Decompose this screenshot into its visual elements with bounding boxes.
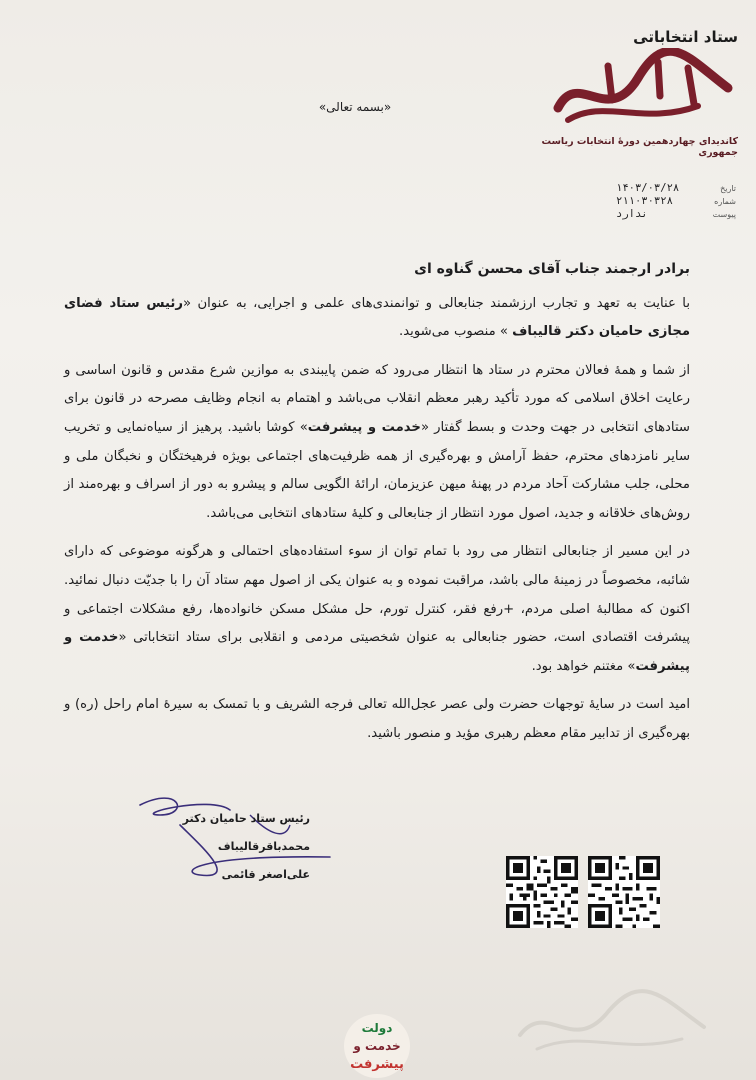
logo-line-2: خدمت و xyxy=(353,1039,401,1053)
attachment-label: پیوست xyxy=(712,210,736,219)
candidate-logo xyxy=(548,48,738,134)
candidate-caption: کاندیدای چهاردهمین دورهٔ انتخابات ریاست جمهوری xyxy=(541,136,738,158)
embossed-seal xyxy=(512,985,712,1065)
p2-text-b: » کوشا باشید. پرهیز از سیاه‌نمایی و تخریب سایر نامزدهای محترم، حفظ آرامش و بهره‌گیری از همه ظرفیت‌های اجتماعی بویژه فرهیختگان و نخبگان ملی و محلی، جلب مشارکت آحاد مردم در پهنهٔ میهن عزیزمان، ارائهٔ الگویی سالم و پیشرو به دور از اسراف و بهره‌مند از روش‌های خلاقانه و جدید، اصول مورد انتظار از جنابعالی و کلیهٔ ستادهای انتخابی می‌باشد. xyxy=(64,419,690,521)
attachment-value: ندارد xyxy=(616,208,648,220)
emboss-text: محمدباقر قالیباف xyxy=(612,1063,620,1064)
paragraph-appointment xyxy=(64,290,690,347)
p3-text-b: » مغتنم خواهد بود. xyxy=(531,658,636,674)
campaign-slogan-logo xyxy=(342,1012,412,1080)
date-label: تاریخ xyxy=(720,184,736,193)
p1-text-b: » منصوب می‌شوید. xyxy=(399,324,513,340)
bismillah: «بسمه تعالی» xyxy=(318,100,392,114)
p2-text-a: از شما و همهٔ فعالان محترم در ستاد ها انتظار می‌رود که ضمن پایبندی به موازین شرع مقدس و قانون اساسی و رعایت اخلاق اسلامی که مورد تأکید رهبر معظم انقلاب می‌باشد و اهتمام به انجام وظایف مصرحه در قانون برای ستادهای انتخابی در جهت وحدت و بسط گفتار « xyxy=(64,362,690,435)
p1-position-title: رئیس ستاد فضای مجازی حامیان دکتر قالیباف xyxy=(64,295,690,340)
signer-title: رئیس ستاد حامیان دکتر محمدباقرقالیباف xyxy=(182,812,310,853)
date-row xyxy=(616,182,736,195)
attachment-row xyxy=(616,208,736,221)
p2-slogan: خدمت و پیشرفت xyxy=(307,419,421,435)
p1-text-a: با عنایت به تعهد و تجارب ارزشمند جنابعالی و توانمندی‌های علمی و اجرایی، به عنوان « xyxy=(182,295,691,311)
logo-line-1: دولت xyxy=(361,1021,393,1035)
qr-code-icon xyxy=(588,856,660,928)
number-value: ۲۱۱۰۳۰۳۲۸ xyxy=(616,195,673,207)
date-value: ۱۴۰۳/۰۳/۲۸ xyxy=(616,182,680,194)
number-label: شماره xyxy=(714,197,736,206)
letter-body xyxy=(64,255,690,749)
signature-block xyxy=(100,805,310,889)
hq-title: ستاد انتخاباتی xyxy=(633,28,738,46)
qr-code-icon xyxy=(506,856,578,928)
salutation: برادر ارجمند جناب آقای محسن گناوه ای xyxy=(414,261,690,277)
paragraph-integrity xyxy=(64,538,690,681)
paragraph-expectations xyxy=(64,357,690,529)
paragraph-closing: امید است در سایهٔ توجهات حضرت ولی عصر عجل‌الله تعالی فرجه الشریف و با تمسک به سیرهٔ امام راحل (ره) و بهره‌گیری از تدابیر مقام معظم رهبری مؤید و منصور باشید. xyxy=(64,697,690,741)
signer-name: علی‌اصغر قائمی xyxy=(221,868,310,881)
logo-text: محمدباقر قالیباف xyxy=(643,132,651,133)
p3-text-a: در این مسیر از جنابعالی انتظار می رود با تمام توان از سوء استفاده‌های احتمالی و هرگونه موضوعی که دارای شائبه، مخصوصاً در زمینهٔ مالی باشد، مراقبت نموده و به عنوان یکی از اصول مهم ستاد آن را با جدیّت دنبال نمائید. اکنون که مطالبهٔ اصلی مردم، +رفع فقر، کنترل تورم، حل مشکل مسکن خانواده‌ها، رفع مشکلات اجتماعی و پیشرفت اقتصادی است، حضور جنابعالی به عنوان شخصیتی مردمی و انقلابی برای ستاد انتخاباتی « xyxy=(64,544,690,646)
header-logo-block xyxy=(538,28,738,158)
letter-meta xyxy=(616,182,736,221)
p3-slogan: خدمت و پیشرفت xyxy=(64,630,690,674)
logo-line-3: پیشرفت xyxy=(350,1057,404,1072)
number-row xyxy=(616,195,736,208)
